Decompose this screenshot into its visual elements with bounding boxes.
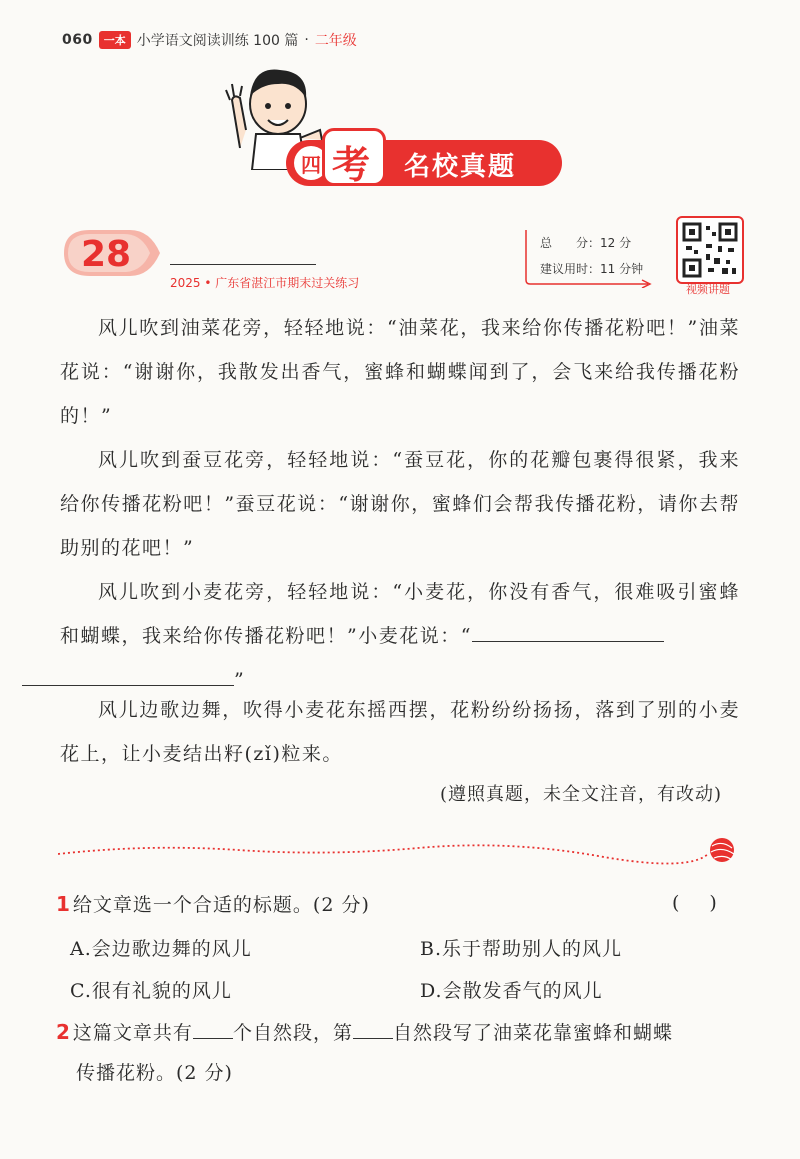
- passage-paragraph-3: [60, 570, 740, 702]
- suggested-time-label: 建议用时：: [540, 262, 601, 276]
- passage-paragraph-2: 风儿吹到蚕豆花旁，轻轻地说：“蚕豆花，你的花瓣包裹得很紧，我来给你传播花粉吧！”蚕豆花说：“谢谢你，蜜蜂们会帮我传播花粉，请你去帮助别的花吧！”: [60, 449, 740, 559]
- paragraph-number-blank[interactable]: [353, 1018, 393, 1039]
- question-2-text-b: 个自然段，第: [232, 1022, 353, 1044]
- book-title: 小学语文阅读训练 100 篇: [136, 33, 299, 49]
- question-2-text-d: 传播花粉。(2 分): [76, 1062, 233, 1084]
- suggested-time-row: [540, 260, 643, 277]
- passage-source-note: (遵照真题，未全文注音，有改动): [440, 784, 723, 805]
- score-info-box: [522, 228, 652, 280]
- question-1-text: 给文章选一个合适的标题。(2 分): [72, 894, 370, 916]
- paragraph-count-blank[interactable]: [193, 1018, 233, 1039]
- total-score-label: 总 分：: [540, 236, 601, 250]
- exercise-number: 28: [80, 234, 132, 275]
- banner-title: 名校真题: [404, 152, 517, 182]
- question-2-number: 2: [56, 1020, 71, 1044]
- question-1-option-b[interactable]: B.乐于帮助别人的风儿: [420, 938, 623, 960]
- page-number: 060: [62, 32, 93, 48]
- exercise-number-badge: [60, 226, 162, 280]
- question-2-text-c: 自然段写了油菜花靠蜜蜂和蝴蝶: [392, 1022, 673, 1044]
- question-1: [56, 890, 370, 917]
- question-1-option-c[interactable]: C.很有礼貌的风儿: [70, 980, 232, 1002]
- paragraph-3-text: 风儿吹到小麦花旁，轻轻地说：“小麦花，你没有香气，很难吸引蜜蜂和蝴蝶，我来给你传播花粉吧！”小麦花说：“: [60, 581, 740, 647]
- page-header: [62, 30, 357, 50]
- exercise-source: 2025 • 广东省湛江市期末过关练习: [170, 276, 360, 290]
- question-2: [56, 1018, 673, 1045]
- total-score-value: 12 分: [600, 236, 632, 250]
- total-score-row: [540, 234, 631, 251]
- wavy-divider: [58, 832, 748, 872]
- question-1-answer-parentheses[interactable]: [672, 892, 747, 914]
- suggested-time-value: 11 分钟: [600, 262, 644, 276]
- video-lecture-label[interactable]: 视频讲题: [686, 283, 730, 296]
- passage-paragraph-4: 风儿边歌边舞，吹得小麦花东摇西摆，花粉纷纷扬扬，落到了别的小麦花上，让小麦结出籽(zǐ)粒来。: [60, 699, 740, 765]
- qr-code-icon[interactable]: [676, 216, 744, 284]
- answer-blank-line-1[interactable]: [472, 619, 664, 642]
- series-logo: 一本: [99, 31, 131, 49]
- grade-label: 二年级: [314, 33, 357, 49]
- question-1-option-d[interactable]: D.会散发香气的风儿: [420, 980, 603, 1002]
- closing-quote: ”: [234, 669, 246, 691]
- question-2-text-a: 这篇文章共有: [72, 1022, 193, 1044]
- name-blank-line: [170, 264, 316, 265]
- section-banner: [286, 140, 566, 186]
- question-1-option-a[interactable]: A.会边歌边舞的风儿: [70, 938, 252, 960]
- banner-number: 四: [294, 146, 328, 180]
- answer-blank-line-2[interactable]: [22, 663, 234, 686]
- question-1-number: 1: [56, 892, 71, 916]
- paren-close: ): [709, 892, 747, 914]
- banner-kao: 考: [332, 143, 371, 187]
- passage-paragraph-1: 风儿吹到油菜花旁，轻轻地说：“油菜花，我来给你传播花粉吧！”油菜花说：“谢谢你，我散发出香气，蜜蜂和蝴蝶闻到了，会飞来给我传播花粉的！”: [60, 317, 740, 427]
- paren-open: (: [672, 892, 710, 914]
- title-separator: ·: [304, 32, 309, 48]
